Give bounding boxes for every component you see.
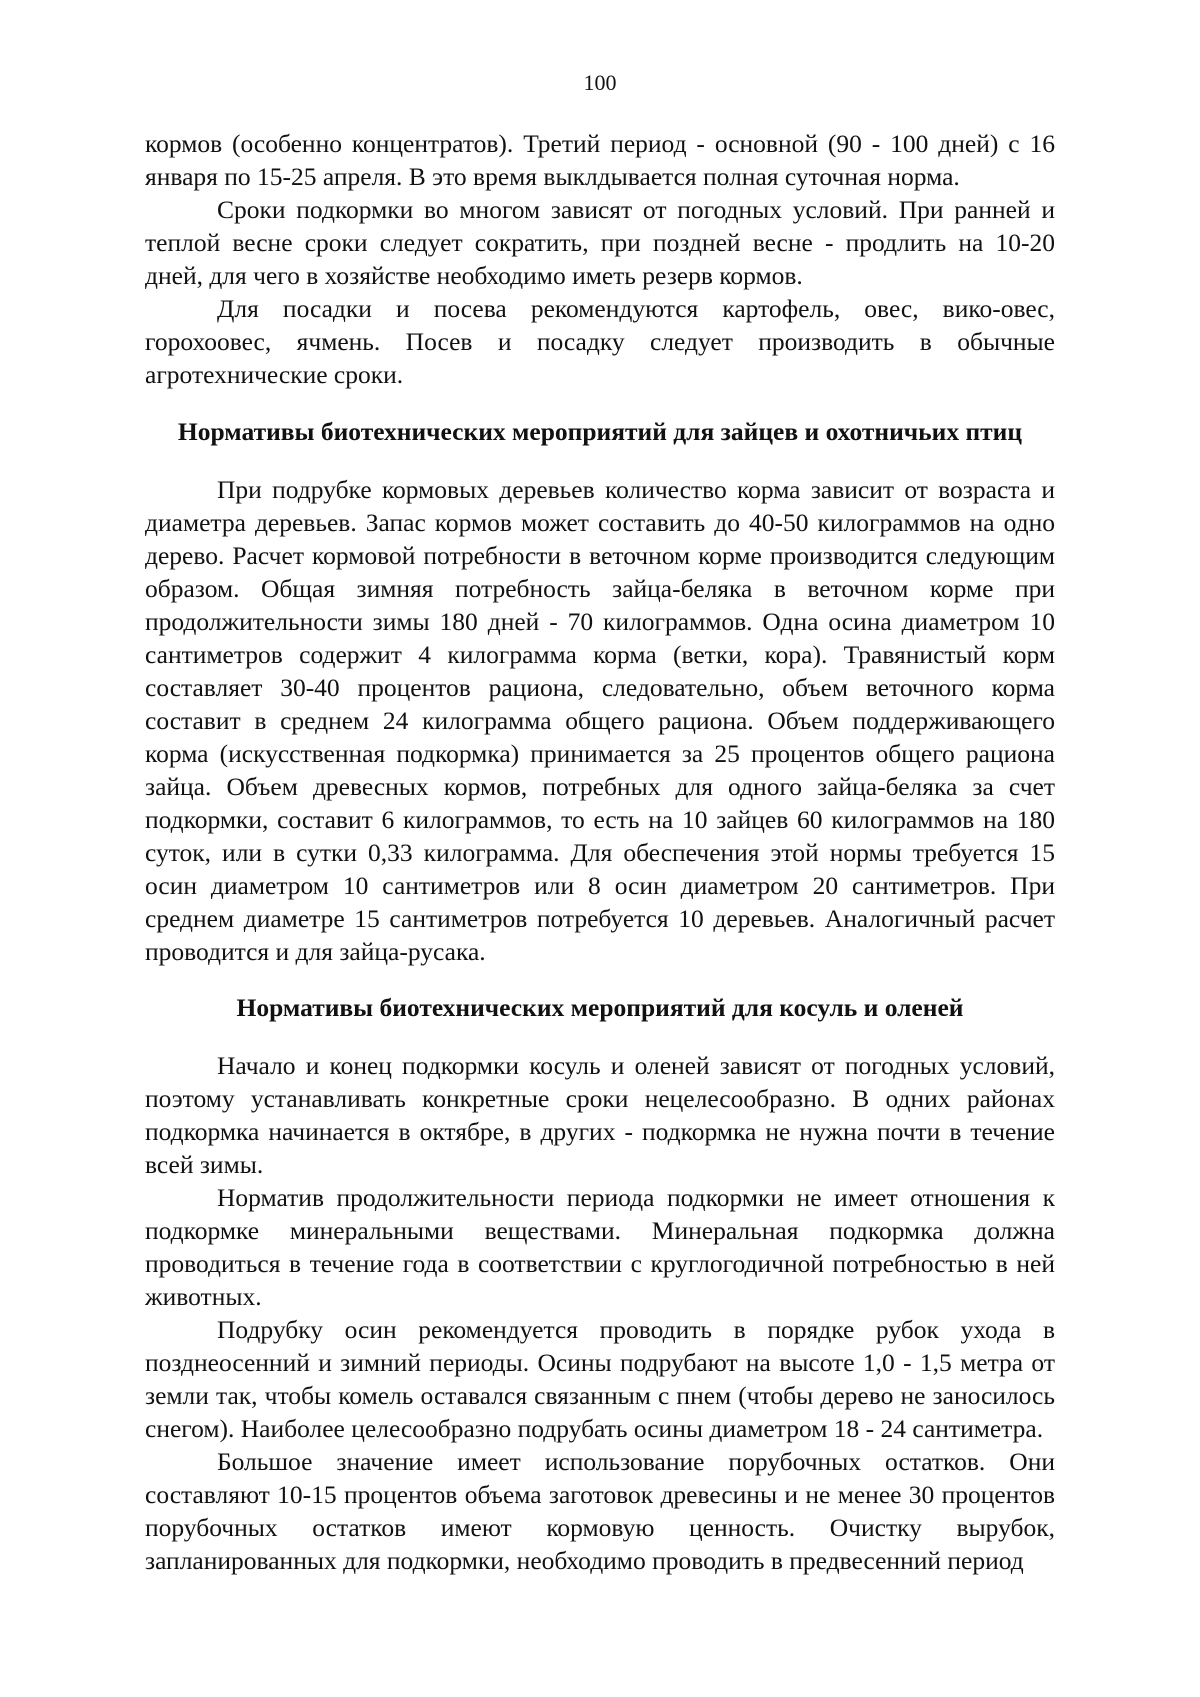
- paragraph-hare-feed-calculation: При подрубке кормовых деревьев количество корма зависит от возраста и диаметра деревьев. Запас кормов может составить до 40-50 килограммов на одно дерево. Расчет кормовой потребности в веточном корме производится следующим образом. Общая зимняя потребность зайца-беляка в веточном корме при продолжительности зимы 180 дней - 70 килограммов. Одна осина диаметром 10 сантиметров содержит 4 килограмма корма (ветки, кора). Травянистый корм составляет 30-40 процентов рациона, следовательно, объем веточного корма составит в среднем 24 килограмма общего рациона. Объем поддерживающего корма (искусственная подкормка) принимается за 25 процентов общего рациона зайца. Объем древесных кормов, потребных для одного зайца-беляка за счет подкормки, составит 6 килограммов, то есть на 10 зайцев 60 килограммов на 180 суток, или в сутки 0,33 килограмма. Для обеспечения этой нормы требуется 15 осин диаметром 10 сантиметров или 8 осин диаметром 20 сантиметров. При среднем диаметре 15 сантиметров потребуется 10 деревьев. Аналогичный расчет проводится и для зайца-русака.: [145, 475, 1055, 966]
- paragraph-deer-feeding-start: Начало и конец подкормки косуль и оленей зависят от погодных условий, поэтому устанавливать конкретные сроки нецелесообразно. В одних районах подкормка начинается в октябре, в других - подкормка не нужна почти в течение всей зимы.: [145, 1051, 1055, 1179]
- page-number: 100: [583, 70, 617, 95]
- page-body: [145, 127, 1055, 1577]
- paragraph-mineral-feeding: Норматив продолжительности периода подкормки не имеет отношения к подкормке минеральными веществами. Минеральная подкормка должна проводиться в течение года в соответствии с круглогодичной потребностью в ней животных.: [145, 1183, 1055, 1311]
- paragraph-continuation: кормов (особенно концентратов). Третий период - основной (90 - 100 дней) с 16 января по 15-25 апреля. В это время выклдывается полная суточная норма.: [145, 129, 1055, 191]
- paragraph-planting: Для посадки и посева рекомендуются картофель, овес, вико-овес, горохоовес, ячмень. Посев и посадку следует производить в обычные агротехнические сроки.: [145, 294, 1055, 389]
- section-heading-deer: Нормативы биотехнических мероприятий для косуль и оленей: [236, 993, 964, 1022]
- paragraph-feeding-timing: Сроки подкормки во многом зависят от погодных условий. При ранней и теплой весне сроки следует сократить, при поздней весне - продлить на 10-20 дней, для чего в хозяйстве необходимо иметь резерв кормов.: [145, 195, 1055, 290]
- section-heading-hares: Нормативы биотехнических мероприятий для зайцев и охотничьих птиц: [177, 417, 1023, 446]
- paragraph-aspen-cutting: Подрубку осин рекомендуется проводить в порядке рубок ухода в позднеосенний и зимний периоды. Осины подрубают на высоте 1,0 - 1,5 метра от земли так, чтобы комель оставался связанным с пнем (чтобы дерево не заносилось снегом). Наиболее целесообразно подрубать осины диаметром 18 - 24 сантиметра.: [145, 1315, 1055, 1443]
- paragraph-logging-residues: Большое значение имеет использование порубочных остатков. Они составляют 10-15 процентов объема заготовок древесины и не менее 30 процентов порубочных остатков имеют кормовую ценность. Очистку вырубок, запланированных для подкормки, необходимо проводить в предвесенний период: [145, 1447, 1055, 1575]
